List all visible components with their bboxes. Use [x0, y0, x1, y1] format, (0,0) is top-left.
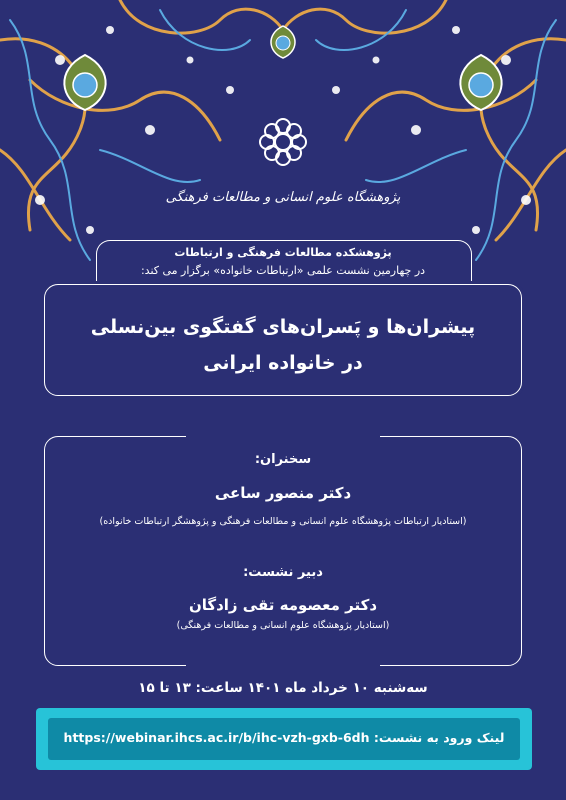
- speakers-label: سخنران:: [254, 452, 312, 467]
- title-frame: [44, 284, 522, 396]
- event-title-line1: پیشران‌ها و پَسران‌های گفتگوی بین‌نسلی: [90, 316, 476, 338]
- speakers-frame: [44, 436, 522, 666]
- moderator-label: دبیر نشست:: [243, 565, 323, 580]
- speaker-name: دکتر منصور ساعی: [214, 484, 352, 502]
- moderator-affiliation: (استادیار پژوهشگاه علوم انسانی و مطالعات فرهنگی): [176, 620, 390, 631]
- organizer-line1: پژوهشکده مطالعات فرهنگی و ارتباطات: [174, 246, 392, 259]
- event-datetime: سه‌شنبه ۱۰ خرداد ماه ۱۴۰۱ ساعت: ۱۳ تا ۱۵: [138, 680, 428, 696]
- organizer-line2: در چهارمین نشست علمی «ارتباطات خانواده» برگزار می کند:: [140, 264, 426, 277]
- speaker-affiliation: (استادیار ارتباطات پژوهشگاه علوم انسانی و مطالعات فرهنگی و پژوهشگر ارتباطات خانواده): [99, 516, 467, 527]
- frame-gap-bottom: [186, 663, 380, 666]
- webinar-link-label: لینک ورود به نشست:: [373, 730, 505, 745]
- institute-name: پژوهشگاه علوم انسانی و مطالعات فرهنگی: [165, 190, 401, 205]
- webinar-url[interactable]: https://webinar.ihcs.ac.ir/b/ihc-vzh-gxb-6dh: [63, 730, 370, 745]
- frame-gap-top: [186, 436, 380, 439]
- webinar-link[interactable]: [48, 730, 520, 745]
- institute-logo-icon: [253, 112, 313, 172]
- top-medallion-icon: [271, 26, 295, 58]
- moderator-name: دکتر معصومه تقی زادگان: [188, 596, 378, 614]
- event-title-line2: در خانواده ایرانی: [203, 352, 363, 374]
